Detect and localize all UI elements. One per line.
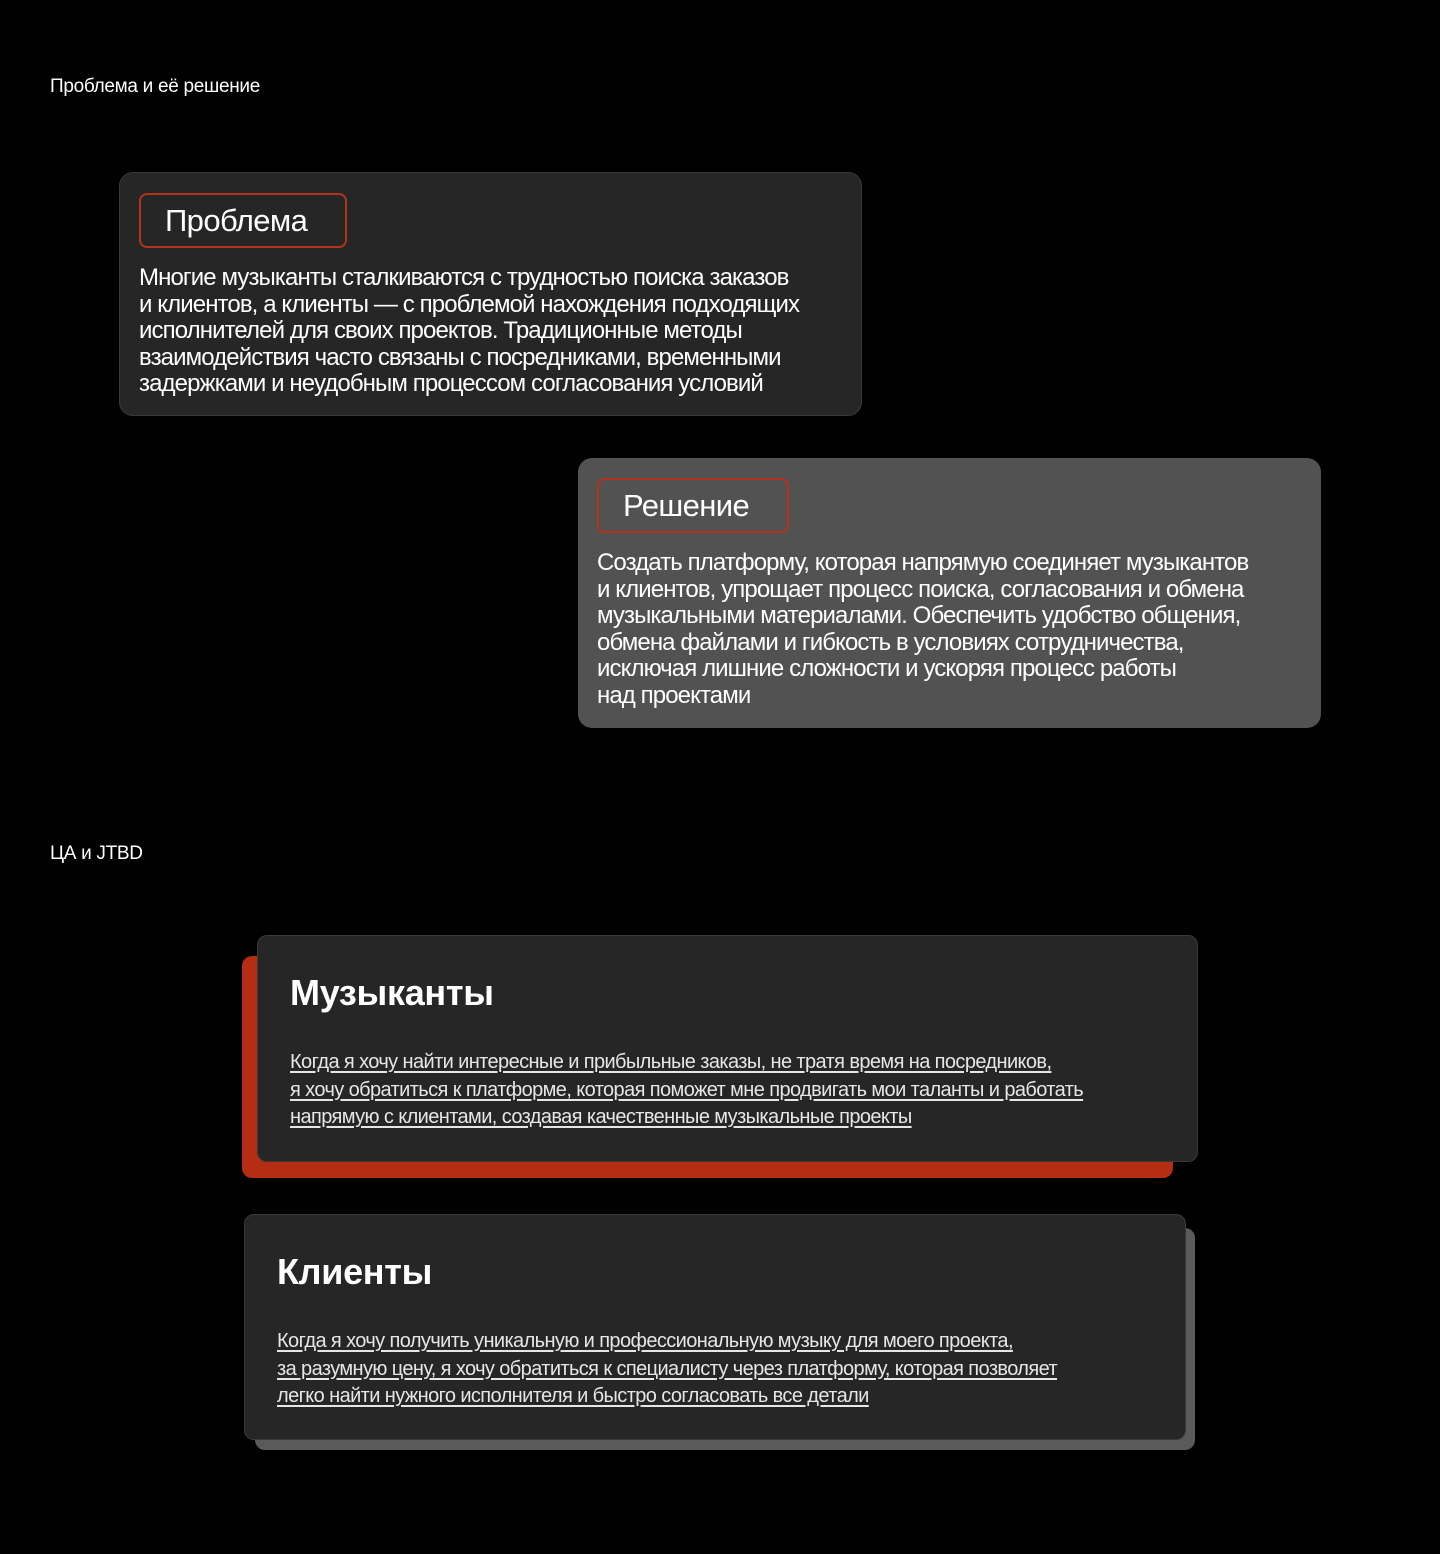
- clients-jtbd-link[interactable]: Когда я хочу получить уникальную и профессиональную музыку для моего проекта, за разумную цену, я хочу обратиться к специалисту через платформу, которая позволяет легко найти нужного исполнителя и быстро согласовать все детали: [277, 1330, 1058, 1407]
- problem-card: [119, 172, 862, 416]
- section-title-audience-jtbd: ЦА и JTBD: [50, 843, 143, 864]
- clients-card: [244, 1214, 1186, 1440]
- solution-tag: Решение: [597, 478, 789, 533]
- section-title-problem-solution: Проблема и её решение: [50, 76, 261, 97]
- musicians-card: [257, 935, 1198, 1162]
- solution-card: [578, 458, 1321, 728]
- clients-title: Клиенты: [277, 1251, 433, 1292]
- solution-text: Создать платформу, которая напрямую соединяет музыкантов и клиентов, упрощает процесс поиска, согласования и обмена музыкальными материалами. Обеспечить удобство общения, обмена файлами и гибкость в условиях сотрудничества, исключая лишние сложности и ускоряя процесс работы над проектами: [597, 549, 1249, 709]
- musicians-jtbd-link[interactable]: Когда я хочу найти интересные и прибыльные заказы, не тратя время на посредников, я хочу обратиться к платформе, которая поможет мне продвигать мои таланты и работать напрямую с клиентами, создавая качественные музыкальные проекты: [290, 1051, 1084, 1128]
- problem-tag: Проблема: [139, 193, 347, 248]
- musicians-title: Музыканты: [290, 972, 494, 1013]
- problem-text: Многие музыканты сталкиваются с трудностью поиска заказов и клиентов, а клиенты — с проблемой нахождения подходящих исполнителей для своих проектов. Традиционные методы взаимодействия часто связаны с посредниками, временными задержками и неудобным процессом согласования условий: [139, 264, 800, 397]
